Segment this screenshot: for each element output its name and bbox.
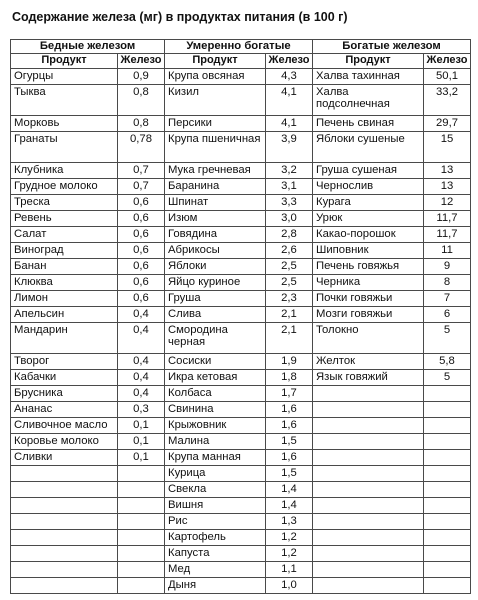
product-cell-moderate: Яйцо куриное (165, 275, 266, 291)
product-cell-moderate: Колбаса (165, 386, 266, 402)
iron-value-cell-poor: 0,6 (118, 195, 165, 211)
product-cell-poor: Грудное молоко (11, 179, 118, 195)
iron-value-cell-moderate: 2,5 (266, 259, 313, 275)
product-cell-rich: Шиповник (313, 243, 424, 259)
iron-value-cell-moderate: 1,8 (266, 370, 313, 386)
product-cell-rich: Урюк (313, 211, 424, 227)
product-cell-poor: Сливочное масло (11, 418, 118, 434)
table-row (11, 386, 471, 402)
iron-value-cell-moderate: 1,7 (266, 386, 313, 402)
product-cell-poor: Гранаты (11, 132, 118, 163)
iron-value-cell-poor: 0,1 (118, 450, 165, 466)
product-cell-poor: Ревень (11, 211, 118, 227)
product-cell-poor: Треска (11, 195, 118, 211)
product-cell-rich: Чернослив (313, 179, 424, 195)
group-header-poor: Бедные железом (11, 40, 165, 54)
product-cell-poor: Морковь (11, 116, 118, 132)
iron-value-cell-rich: 12 (424, 195, 471, 211)
product-cell-moderate: Мед (165, 562, 266, 578)
product-cell-poor (11, 530, 118, 546)
iron-value-cell-poor: 0,8 (118, 116, 165, 132)
iron-value-cell-rich (424, 466, 471, 482)
product-cell-rich: Язык говяжий (313, 370, 424, 386)
product-cell-rich (313, 386, 424, 402)
product-cell-poor (11, 498, 118, 514)
iron-value-cell-poor: 0,4 (118, 354, 165, 370)
product-cell-rich: Халва подсолнечная (313, 85, 424, 116)
iron-value-cell-rich: 33,2 (424, 85, 471, 116)
iron-value-cell-moderate: 3,2 (266, 163, 313, 179)
table-row (11, 307, 471, 323)
iron-value-cell-poor (118, 530, 165, 546)
iron-value-cell-rich: 5 (424, 370, 471, 386)
table-row (11, 179, 471, 195)
iron-value-cell-poor (118, 482, 165, 498)
table-row (11, 85, 471, 116)
iron-value-cell-rich: 9 (424, 259, 471, 275)
iron-value-cell-rich (424, 418, 471, 434)
iron-value-cell-rich: 13 (424, 179, 471, 195)
iron-value-cell-moderate: 1,4 (266, 498, 313, 514)
product-cell-moderate: Слива (165, 307, 266, 323)
table-row (11, 370, 471, 386)
product-cell-moderate: Смородина черная (165, 323, 266, 354)
iron-value-cell-moderate: 1,9 (266, 354, 313, 370)
iron-value-cell-poor: 0,7 (118, 179, 165, 195)
table-row (11, 546, 471, 562)
iron-value-cell-poor (118, 578, 165, 594)
product-cell-rich: Халва тахинная (313, 69, 424, 85)
iron-value-cell-moderate: 2,3 (266, 291, 313, 307)
product-cell-poor: Мандарин (11, 323, 118, 354)
iron-value-cell-rich: 6 (424, 307, 471, 323)
iron-value-cell-poor: 0,8 (118, 85, 165, 116)
product-cell-rich: Желток (313, 354, 424, 370)
product-cell-rich (313, 578, 424, 594)
iron-value-cell-moderate: 1,3 (266, 514, 313, 530)
iron-value-cell-moderate: 3,3 (266, 195, 313, 211)
table-row (11, 354, 471, 370)
iron-value-cell-poor: 0,9 (118, 69, 165, 85)
iron-value-cell-rich (424, 434, 471, 450)
product-cell-rich (313, 418, 424, 434)
group-header-rich: Богатые железом (313, 40, 471, 54)
product-cell-poor: Брусника (11, 386, 118, 402)
product-cell-moderate: Груша (165, 291, 266, 307)
iron-value-cell-moderate: 1,2 (266, 530, 313, 546)
iron-value-cell-moderate: 4,1 (266, 85, 313, 116)
iron-value-cell-poor (118, 546, 165, 562)
iron-value-cell-moderate: 2,8 (266, 227, 313, 243)
iron-value-cell-poor: 0,4 (118, 307, 165, 323)
column-header-iron: Железо (118, 54, 165, 69)
iron-value-cell-moderate: 1,5 (266, 434, 313, 450)
table-row (11, 132, 471, 163)
iron-value-cell-rich: 5,8 (424, 354, 471, 370)
table-row (11, 482, 471, 498)
product-cell-poor: Огурцы (11, 69, 118, 85)
column-header-product: Продукт (313, 54, 424, 69)
column-header-iron: Железо (266, 54, 313, 69)
product-cell-rich: Мозги говяжьи (313, 307, 424, 323)
product-cell-moderate: Малина (165, 434, 266, 450)
iron-value-cell-poor: 0,6 (118, 259, 165, 275)
iron-value-cell-rich: 5 (424, 323, 471, 354)
table-row (11, 116, 471, 132)
iron-value-cell-moderate: 3,0 (266, 211, 313, 227)
iron-value-cell-poor: 0,3 (118, 402, 165, 418)
iron-value-cell-poor: 0,4 (118, 323, 165, 354)
iron-value-cell-moderate: 1,6 (266, 450, 313, 466)
product-cell-moderate: Изюм (165, 211, 266, 227)
product-cell-moderate: Шпинат (165, 195, 266, 211)
product-cell-rich (313, 546, 424, 562)
iron-value-cell-rich (424, 386, 471, 402)
iron-value-cell-rich: 11,7 (424, 211, 471, 227)
product-cell-poor (11, 466, 118, 482)
product-cell-poor: Творог (11, 354, 118, 370)
product-cell-moderate: Кизил (165, 85, 266, 116)
iron-value-cell-rich (424, 402, 471, 418)
product-cell-rich: Курага (313, 195, 424, 211)
product-cell-moderate: Свекла (165, 482, 266, 498)
product-cell-moderate: Крыжовник (165, 418, 266, 434)
iron-value-cell-rich: 50,1 (424, 69, 471, 85)
iron-value-cell-moderate: 4,1 (266, 116, 313, 132)
table-row (11, 211, 471, 227)
product-cell-poor: Клюква (11, 275, 118, 291)
iron-value-cell-poor: 0,6 (118, 227, 165, 243)
iron-value-cell-moderate: 1,1 (266, 562, 313, 578)
iron-value-cell-poor: 0,6 (118, 243, 165, 259)
product-cell-moderate: Вишня (165, 498, 266, 514)
table-row (11, 562, 471, 578)
iron-value-cell-poor: 0,4 (118, 370, 165, 386)
product-cell-poor: Лимон (11, 291, 118, 307)
iron-value-cell-poor (118, 514, 165, 530)
iron-value-cell-poor: 0,1 (118, 434, 165, 450)
iron-value-cell-moderate: 2,6 (266, 243, 313, 259)
product-cell-poor: Банан (11, 259, 118, 275)
iron-value-cell-poor: 0,1 (118, 418, 165, 434)
iron-value-cell-moderate: 4,3 (266, 69, 313, 85)
iron-value-cell-moderate: 1,6 (266, 402, 313, 418)
product-cell-rich: Почки говяжьи (313, 291, 424, 307)
product-cell-rich (313, 450, 424, 466)
page-title: Содержание железа (мг) в продуктах питания (в 100 г) (12, 10, 348, 24)
table-row (11, 466, 471, 482)
table-row (11, 498, 471, 514)
product-cell-moderate: Абрикосы (165, 243, 266, 259)
iron-value-cell-rich (424, 562, 471, 578)
iron-value-cell-moderate: 1,5 (266, 466, 313, 482)
iron-value-cell-rich: 15 (424, 132, 471, 163)
iron-value-cell-moderate: 1,0 (266, 578, 313, 594)
iron-value-cell-rich (424, 546, 471, 562)
iron-value-cell-poor: 0,6 (118, 211, 165, 227)
product-cell-poor: Кабачки (11, 370, 118, 386)
iron-value-cell-rich: 8 (424, 275, 471, 291)
product-cell-moderate: Говядина (165, 227, 266, 243)
column-header-iron: Железо (424, 54, 471, 69)
product-cell-moderate: Мука гречневая (165, 163, 266, 179)
product-cell-rich: Черника (313, 275, 424, 291)
product-cell-rich (313, 466, 424, 482)
iron-value-cell-rich: 7 (424, 291, 471, 307)
product-cell-moderate: Крупа овсяная (165, 69, 266, 85)
iron-value-cell-rich (424, 450, 471, 466)
product-cell-moderate: Персики (165, 116, 266, 132)
table-row (11, 291, 471, 307)
product-cell-poor: Виноград (11, 243, 118, 259)
group-header-moderate: Умеренно богатые (165, 40, 313, 54)
iron-value-cell-rich: 11 (424, 243, 471, 259)
table-row (11, 530, 471, 546)
table-row (11, 227, 471, 243)
product-cell-moderate: Крупа манная (165, 450, 266, 466)
product-cell-poor (11, 482, 118, 498)
product-cell-rich: Толокно (313, 323, 424, 354)
table-row (11, 578, 471, 594)
iron-value-cell-rich (424, 498, 471, 514)
iron-value-cell-poor (118, 562, 165, 578)
product-cell-moderate: Рис (165, 514, 266, 530)
product-cell-rich: Груша сушеная (313, 163, 424, 179)
product-cell-rich (313, 434, 424, 450)
iron-value-cell-rich: 13 (424, 163, 471, 179)
product-cell-moderate: Баранина (165, 179, 266, 195)
product-cell-rich: Яблоки сушеные (313, 132, 424, 163)
iron-value-cell-moderate: 3,1 (266, 179, 313, 195)
product-cell-poor: Сливки (11, 450, 118, 466)
table-row (11, 275, 471, 291)
product-cell-poor (11, 578, 118, 594)
table-row (11, 243, 471, 259)
product-cell-moderate: Свинина (165, 402, 266, 418)
iron-value-cell-poor: 0,78 (118, 132, 165, 163)
product-cell-rich (313, 530, 424, 546)
table-row (11, 69, 471, 85)
iron-value-cell-rich (424, 530, 471, 546)
iron-value-cell-poor: 0,4 (118, 386, 165, 402)
iron-value-cell-moderate: 3,9 (266, 132, 313, 163)
product-cell-moderate: Яблоки (165, 259, 266, 275)
table-row (11, 434, 471, 450)
product-cell-rich (313, 514, 424, 530)
table-row (11, 259, 471, 275)
table-row (11, 163, 471, 179)
iron-value-cell-rich (424, 482, 471, 498)
column-header-product: Продукт (11, 54, 118, 69)
iron-value-cell-moderate: 1,6 (266, 418, 313, 434)
product-cell-rich: Печень свиная (313, 116, 424, 132)
iron-value-cell-poor: 0,7 (118, 163, 165, 179)
iron-value-cell-rich: 11,7 (424, 227, 471, 243)
product-cell-poor: Ананас (11, 402, 118, 418)
table-row (11, 323, 471, 354)
table-row (11, 514, 471, 530)
product-cell-poor (11, 514, 118, 530)
iron-value-cell-moderate: 2,5 (266, 275, 313, 291)
iron-value-cell-poor: 0,6 (118, 275, 165, 291)
table-row (11, 418, 471, 434)
iron-value-cell-poor: 0,6 (118, 291, 165, 307)
iron-value-cell-poor (118, 466, 165, 482)
column-header-product: Продукт (165, 54, 266, 69)
iron-value-cell-moderate: 1,4 (266, 482, 313, 498)
product-cell-moderate: Картофель (165, 530, 266, 546)
product-cell-poor (11, 562, 118, 578)
product-cell-rich (313, 482, 424, 498)
product-cell-moderate: Икра кетовая (165, 370, 266, 386)
product-cell-poor: Коровье молоко (11, 434, 118, 450)
product-cell-poor: Тыква (11, 85, 118, 116)
iron-value-cell-moderate: 2,1 (266, 307, 313, 323)
product-cell-rich (313, 498, 424, 514)
table-row (11, 450, 471, 466)
iron-value-cell-rich (424, 578, 471, 594)
product-cell-poor: Клубника (11, 163, 118, 179)
iron-value-cell-moderate: 2,1 (266, 323, 313, 354)
product-cell-rich: Какао-порошок (313, 227, 424, 243)
product-cell-rich (313, 562, 424, 578)
iron-value-cell-rich (424, 514, 471, 530)
product-cell-poor: Апельсин (11, 307, 118, 323)
table-row (11, 195, 471, 211)
product-cell-moderate: Дыня (165, 578, 266, 594)
table-row (11, 402, 471, 418)
product-cell-moderate: Курица (165, 466, 266, 482)
iron-content-table (10, 39, 471, 594)
product-cell-poor (11, 546, 118, 562)
iron-value-cell-poor (118, 498, 165, 514)
iron-value-cell-rich: 29,7 (424, 116, 471, 132)
product-cell-moderate: Капуста (165, 546, 266, 562)
product-cell-rich (313, 402, 424, 418)
product-cell-moderate: Сосиски (165, 354, 266, 370)
product-cell-moderate: Крупа пшеничная (165, 132, 266, 163)
iron-value-cell-moderate: 1,2 (266, 546, 313, 562)
product-cell-poor: Салат (11, 227, 118, 243)
product-cell-rich: Печень говяжья (313, 259, 424, 275)
table-body (11, 69, 471, 594)
